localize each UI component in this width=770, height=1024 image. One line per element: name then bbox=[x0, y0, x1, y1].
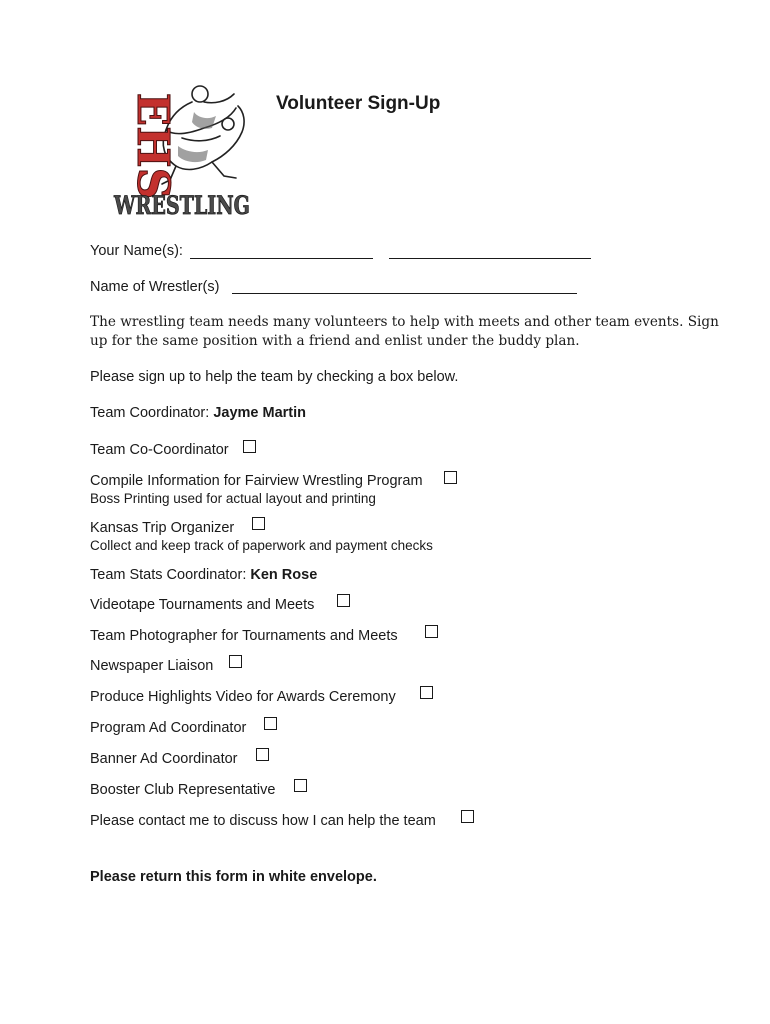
your-name-line-2[interactable] bbox=[389, 258, 591, 259]
contact-label: Please contact me to discuss how I can help the team bbox=[90, 813, 436, 829]
kansas-trip-note: Collect and keep track of paperwork and payment checks bbox=[90, 538, 433, 553]
kansas-trip-checkbox[interactable] bbox=[252, 517, 265, 530]
contact-checkbox[interactable] bbox=[461, 810, 474, 823]
team-coordinator-row bbox=[90, 404, 306, 422]
compile-info-label: Compile Information for Fairview Wrestling Program bbox=[90, 473, 423, 489]
intro-paragraph-line-1: The wrestling team needs many volunteers to help with meets and other team events. Sign bbox=[90, 314, 719, 330]
compile-info-checkbox[interactable] bbox=[444, 471, 457, 484]
wrestler-name-line[interactable] bbox=[232, 293, 577, 294]
videotape-label: Videotape Tournaments and Meets bbox=[90, 597, 315, 613]
booster-label: Booster Club Representative bbox=[90, 782, 276, 798]
intro-paragraph-line-2: up for the same position with a friend and enlist under the buddy plan. bbox=[90, 333, 580, 349]
co-coordinator-label: Team Co-Coordinator bbox=[90, 442, 229, 458]
videotape-checkbox[interactable] bbox=[337, 594, 350, 607]
your-name-line-1[interactable] bbox=[190, 258, 373, 259]
photographer-checkbox[interactable] bbox=[425, 625, 438, 638]
program-ad-checkbox[interactable] bbox=[264, 717, 277, 730]
logo-ehs-text: EHS bbox=[127, 92, 178, 200]
your-names-label: Your Name(s): bbox=[90, 243, 183, 259]
booster-checkbox[interactable] bbox=[294, 779, 307, 792]
banner-ad-checkbox[interactable] bbox=[256, 748, 269, 761]
co-coordinator-checkbox[interactable] bbox=[243, 440, 256, 453]
stats-coordinator-row bbox=[90, 566, 317, 584]
highlights-checkbox[interactable] bbox=[420, 686, 433, 699]
team-coordinator-name: Jayme Martin bbox=[213, 405, 306, 421]
wrestler-name-label: Name of Wrestler(s) bbox=[90, 279, 220, 295]
logo-wrestling-text: WRESTLING bbox=[113, 191, 250, 220]
highlights-label: Produce Highlights Video for Awards Ceremony bbox=[90, 689, 396, 705]
stats-coordinator-name: Ken Rose bbox=[250, 567, 318, 583]
co-coordinator-row bbox=[90, 441, 229, 459]
photographer-label: Team Photographer for Tournaments and Meets bbox=[90, 628, 398, 644]
banner-ad-label: Banner Ad Coordinator bbox=[90, 751, 238, 767]
page-title: Volunteer Sign-Up bbox=[276, 93, 441, 114]
team-coordinator-label: Team Coordinator: bbox=[90, 405, 210, 421]
intro-paragraph bbox=[90, 313, 719, 351]
program-ad-label: Program Ad Coordinator bbox=[90, 720, 247, 736]
kansas-trip-label: Kansas Trip Organizer bbox=[90, 520, 235, 536]
stats-coordinator-label: Team Stats Coordinator: bbox=[90, 567, 247, 583]
compile-info-note: Boss Printing used for actual layout and printing bbox=[90, 491, 376, 506]
return-note: Please return this form in white envelope. bbox=[90, 869, 377, 885]
newspaper-checkbox[interactable] bbox=[229, 655, 242, 668]
ehs-wrestling-logo bbox=[108, 72, 256, 220]
newspaper-label: Newspaper Liaison bbox=[90, 658, 214, 674]
instruction-text: Please sign up to help the team by checking a box below. bbox=[90, 369, 459, 385]
wrestlers-illustration bbox=[108, 72, 256, 220]
